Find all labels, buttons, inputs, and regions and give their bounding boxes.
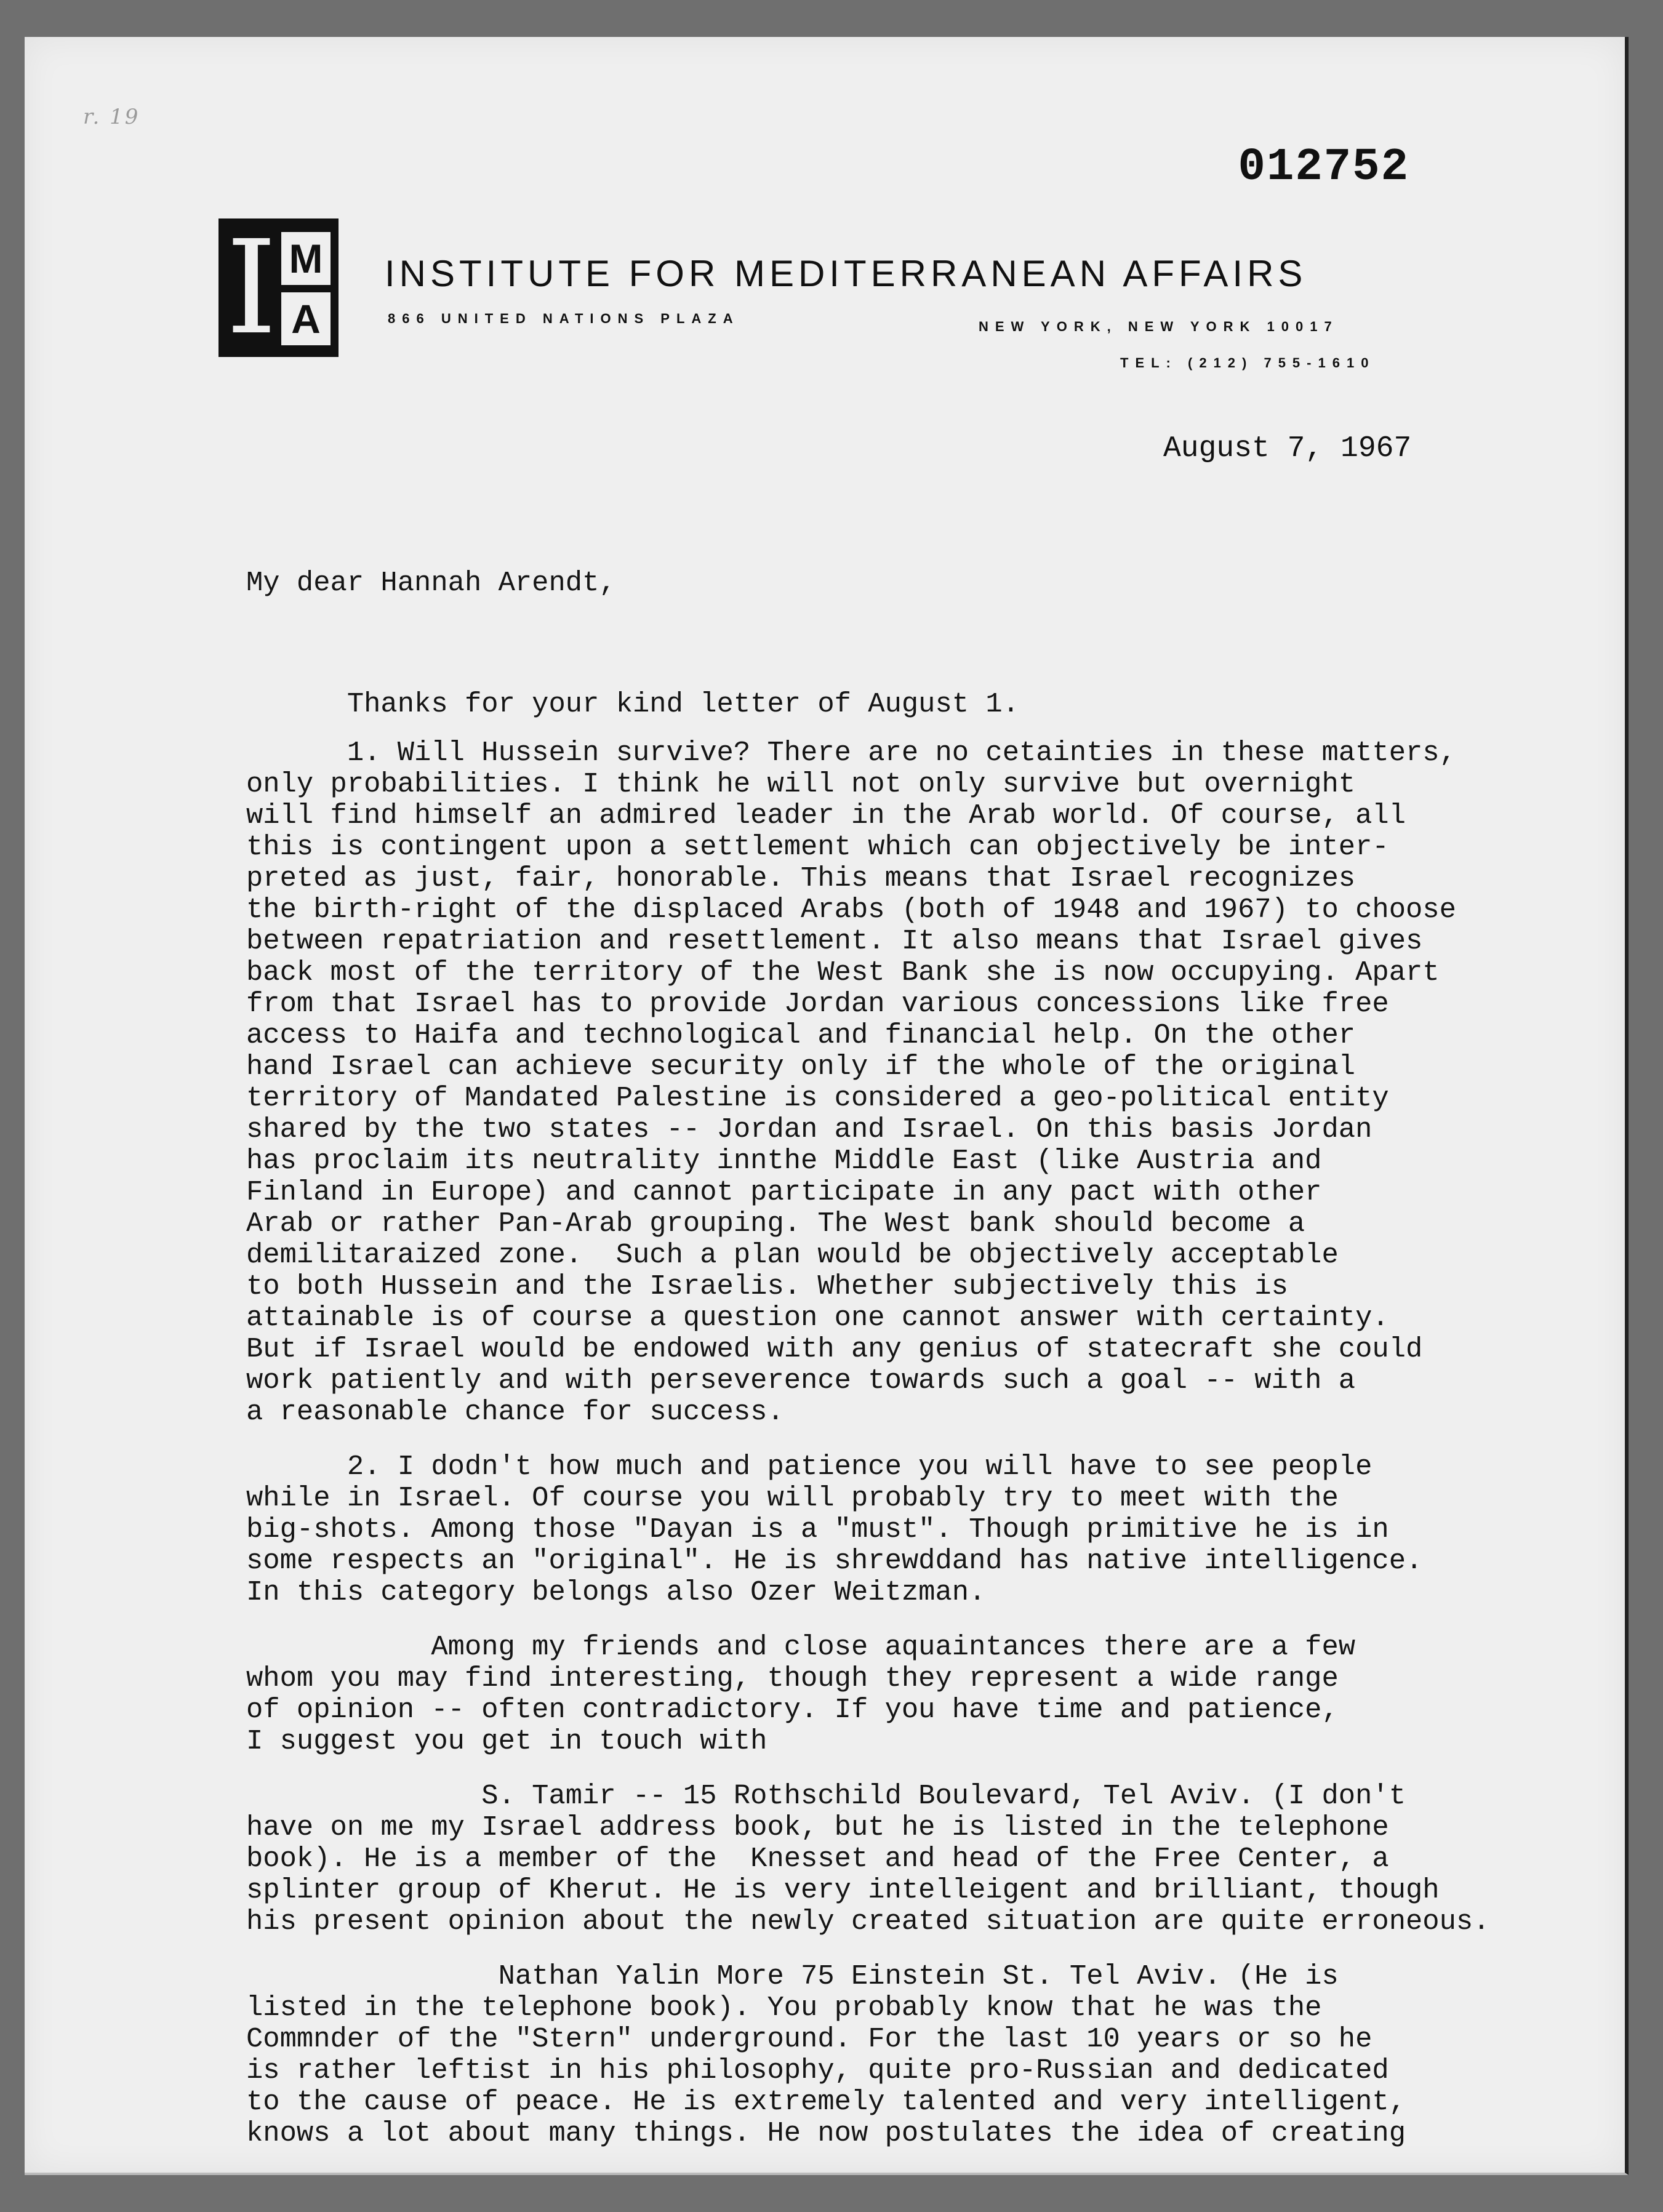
text-line: S. Tamir -- 15 Rothschild Boulevard, Tel Aviv. (I don't [246, 1780, 1406, 1812]
text-line: 1. Will Hussein survive? There are no cetainties in these matters, [246, 737, 1456, 769]
text-line: the birth-right of the displaced Arabs (both of 1948 and 1967) to choose [246, 894, 1456, 926]
text-line: attainable is of course a question one cannot answer with certainty. [246, 1302, 1389, 1334]
text-line: Finland in Europe) and cannot participate in any pact with other [246, 1176, 1322, 1208]
text-line: between repatriation and resettlement. It also means that Israel gives [246, 925, 1423, 957]
letter-date: August 7, 1967 [1163, 432, 1412, 465]
text-line: territory of Mandated Palestine is considered a geo-political entity [246, 1082, 1389, 1114]
text-line: this is contingent upon a settlement which can objectively be inter- [246, 831, 1389, 863]
text-line: of opinion -- often contradictory. If you have time and patience, [246, 1694, 1339, 1726]
letter-paragraph [246, 1781, 1662, 1938]
text-line: I suggest you get in touch with [246, 1725, 767, 1757]
letter-page [25, 37, 1629, 2175]
organization-name: INSTITUTE FOR MEDITERRANEAN AFFAIRS [385, 253, 1307, 294]
letter-paragraph [246, 1451, 1662, 1608]
letter-paragraph [246, 737, 1662, 1428]
org-phone: TEL: (212) 755-1610 [1120, 355, 1376, 371]
text-line: preted as just, fair, honorable. This means that Israel recognizes [246, 862, 1356, 894]
letter-body [246, 505, 1662, 2212]
text-line: to the cause of peace. He is extremely talented and very intelligent, [246, 2086, 1406, 2118]
text-line: whom you may find interesting, though they represent a wide range [246, 1662, 1339, 1694]
text-line: back most of the territory of the West Bank she is now occupying. Apart [246, 956, 1440, 988]
org-city-address: NEW YORK, NEW YORK 10017 [979, 319, 1339, 334]
text-line: Among my friends and close aquaintances there are a few [246, 1631, 1356, 1663]
document-number: 012752 [1238, 142, 1409, 193]
text-line: only probabilities. I think he will not only survive but overnight [246, 768, 1356, 800]
text-line: have on me my Israel address book, but he is listed in the telephone [246, 1811, 1389, 1843]
text-line: splinter group of Kherut. He is very intelleigent and brilliant, though [246, 1874, 1440, 1906]
text-line: has proclaim its neutrality innthe Middle East (like Austria and [246, 1145, 1322, 1177]
salutation: My dear Hannah Arendt, [246, 567, 616, 599]
org-street-address: 866 UNITED NATIONS PLAZA [388, 311, 740, 326]
text-line: some respects an "original". He is shrewddand has native intelligence. [246, 1545, 1423, 1577]
text-line: a reasonable chance for success. [246, 1396, 784, 1428]
text-line: will find himself an admired leader in the Arab world. Of course, all [246, 799, 1406, 832]
text-line: from that Israel has to provide Jordan various concessions like free [246, 988, 1389, 1020]
text-line: work patiently and with perseverence towards such a goal -- with a [246, 1364, 1356, 1397]
ima-logo [218, 212, 339, 363]
text-line: demilitaraized zone. Such a plan would be objectively acceptable [246, 1239, 1339, 1271]
pencil-annotation: r. 19 [83, 105, 140, 129]
text-line: knows a lot about many things. He now postulates the idea of creating [246, 2117, 1406, 2149]
text-line: In this category belongs also Ozer Weitzman. [246, 1576, 986, 1608]
text-line: is rather leftist in his philosophy, quite pro-Russian and dedicated [246, 2054, 1389, 2086]
text-line: But if Israel would be endowed with any genius of statecraft she could [246, 1333, 1423, 1365]
text-line: to both Hussein and the Israelis. Whether subjectively this is [246, 1270, 1288, 1302]
letter-paragraph [246, 1632, 1662, 1757]
text-line: 2. I dodn't how much and patience you will have to see people [246, 1451, 1372, 1483]
letter-paragraph [246, 689, 1662, 720]
text-line: listed in the telephone book). You probably know that he was the [246, 1992, 1322, 2024]
text-line: Commnder of the "Stern" underground. For the last 10 years or so he [246, 2023, 1372, 2055]
logo-letter-m: M [281, 232, 331, 285]
logo-letter-a: A [281, 292, 331, 345]
logo-letter-i: I [226, 212, 277, 363]
text-line: hand Israel can achieve security only if the whole of the original [246, 1051, 1356, 1083]
text-line: shared by the two states -- Jordan and Israel. On this basis Jordan [246, 1113, 1372, 1145]
text-line: book). He is a member of the Knesset and head of the Free Center, a [246, 1843, 1389, 1875]
text-line: big-shots. Among those "Dayan is a "must". Though primitive he is in [246, 1513, 1389, 1545]
text-line: Arab or rather Pan-Arab grouping. The West bank should become a [246, 1208, 1305, 1240]
text-line: access to Haifa and technological and financial help. On the other [246, 1019, 1356, 1051]
text-line: Nathan Yalin More 75 Einstein St. Tel Aviv. (He is [246, 1960, 1339, 1992]
text-line: Thanks for your kind letter of August 1. [246, 688, 1020, 720]
text-line: while in Israel. Of course you will probably try to meet with the [246, 1482, 1339, 1514]
letter-paragraph [246, 1961, 1662, 2149]
text-line: his present opinion about the newly created situation are quite erroneous. [246, 1905, 1490, 1938]
letter-paragraphs [246, 689, 1662, 2149]
